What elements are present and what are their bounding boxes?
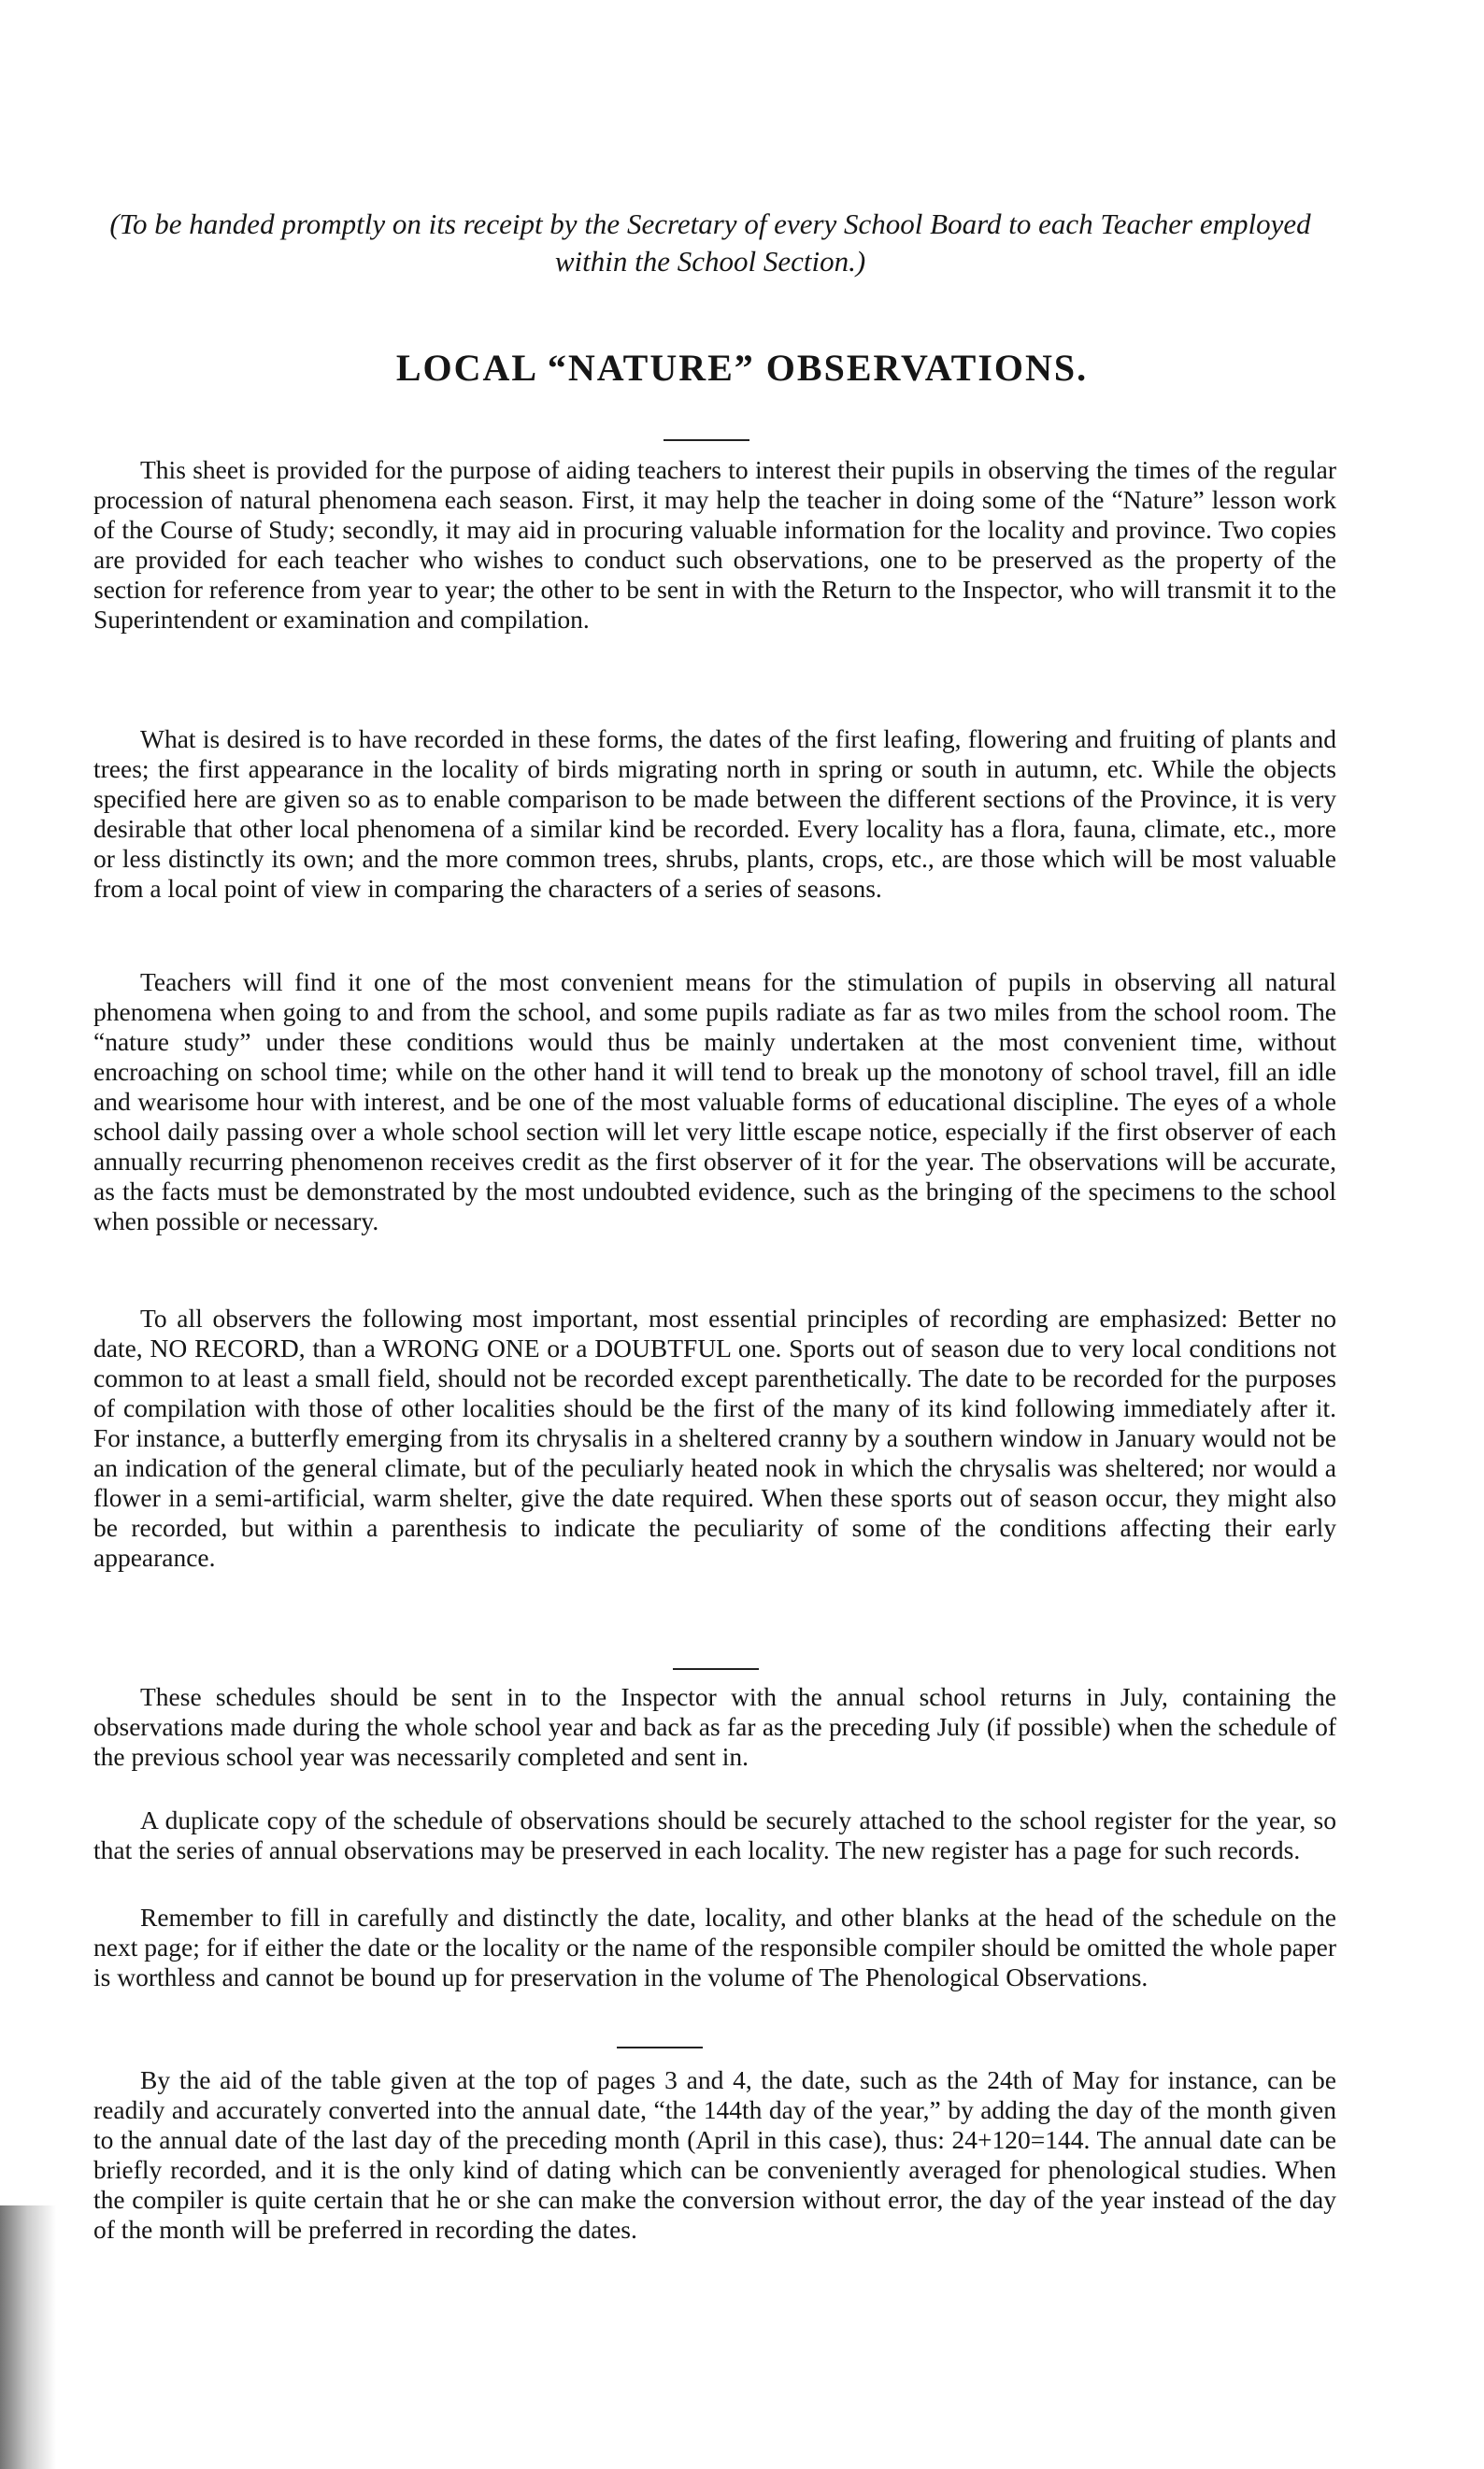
paragraph-principles: To all observers the following most important, most essential principles of recording are emphasized: Better no date, NO RECORD, than a WRONG ONE or a DOUBTFUL one. Sports out of season due to very local conditions not common to at least a small field, should not be recorded except parenthetically. The date to be recorded for the purposes of compilation with those of other localities should be the first of the many of its kind following immediately after it. For instance, a butterfly emerging from its chrysalis in a sheltered cranny by a southern window in January would not be an indication of the general climate, but of the peculiarly heated nook in which the chrysalis was sheltered; nor would a flower in a semi-artificial, warm shelter, give the date required. When these sports out of season occur, they might also be recorded, but within a parenthesis to indicate the peculiarity of some of the conditions affecting their early appearance.: [93, 1304, 1336, 1572]
header-note: (To be handed promptly on its receipt by the Secretary of every School Board to each Teacher employed within the School Section.): [109, 207, 1311, 278]
divider-middle: [673, 1668, 759, 1670]
divider-bottom: [617, 2047, 703, 2048]
paragraph-remember: Remember to fill in carefully and distinctly the date, locality, and other blanks at the head of the schedule on the next page; for if either the date or the locality or the name of the responsible compiler should be omitted the whole paper is worthless and cannot be bound up for preservation in the volume of The Phenological Observations.: [93, 1903, 1336, 1991]
divider-top: [664, 439, 749, 441]
paragraph-schedules: These schedules should be sent in to the Inspector with the annual school returns in July, containing the observations made during the whole school year and back as far as the preceding July (if possible) when the schedule of the previous school year was necessarily completed and sent in.: [93, 1682, 1336, 1771]
paragraph-purpose: This sheet is provided for the purpose of aiding teachers to interest their pupils in observing the times of the regular procession of natural phenomena each season. First, it may help the teacher in doing some of the “Nature” lesson work of the Course of Study; secondly, it may aid in procuring valuable information for the locality and province. Two copies are provided for each teacher who wishes to conduct such observations, one to be preserved as the property of the section for reference from year to year; the other to be sent in with the Return to the Inspector, who will transmit it to the Superintendent or examination and compilation.: [93, 455, 1336, 634]
paragraph-duplicate: A duplicate copy of the schedule of observations should be securely attached to the school register for the year, so that the series of annual observations may be preserved in each locality. The new register has a page for such records.: [93, 1805, 1336, 1864]
paragraph-what-desired: What is desired is to have recorded in these forms, the dates of the first leafing, flowering and fruiting of plants and trees; the first appearance in the locality of birds migrating north in spring or south in autumn, etc. While the objects specified here are given so as to enable comparison to be made between the different sections of the Province, it is very desirable that other local phenomena of a similar kind be recorded. Every locality has a flora, fauna, climate, etc., more or less distinctly its own; and the more common trees, shrubs, plants, crops, etc., are those which will be most valuable from a local point of view in comparing the characters of a series of seasons.: [93, 724, 1336, 903]
page-title: LOCAL “NATURE” OBSERVATIONS.: [395, 347, 1089, 389]
paragraph-teachers: Teachers will find it one of the most convenient means for the stimulation of pupils in observing all natural phenomena when going to and from the school, and some pupils radiate as far as two miles from the school room. The “nature study” under these conditions would thus be mainly undertaken at the most convenient time, without encroaching on school time; while on the other hand it will tend to break up the monotony of school travel, fill an idle and wearisome hour with interest, and be one of the most valuable forms of educational discipline. The eyes of a whole school daily passing over a whole school section will let very little escape notice, especially if the first observer of each annually recurring phenomenon receives credit as the first observer of it for the year. The observations will be accurate, as the facts must be demonstrated by the most undoubted evidence, such as the bringing of the specimens to the school when possible or necessary.: [93, 967, 1336, 1235]
binding-shadow: [0, 2205, 56, 2469]
paragraph-annual-date: By the aid of the table given at the top of pages 3 and 4, the date, such as the 24th of May for instance, can be readily and accurately converted into the annual date, “the 144th day of the year,” by adding the day of the month given to the annual date of the last day of the preceding month (April in this case), thus: 24+120=144. The annual date can be briefly recorded, and it is the only kind of dating which can be conveniently averaged for phenological studies. When the compiler is quite certain that he or she can make the conversion without error, the day of the year instead of the day of the month will be preferred in recording the dates.: [93, 2065, 1336, 2244]
